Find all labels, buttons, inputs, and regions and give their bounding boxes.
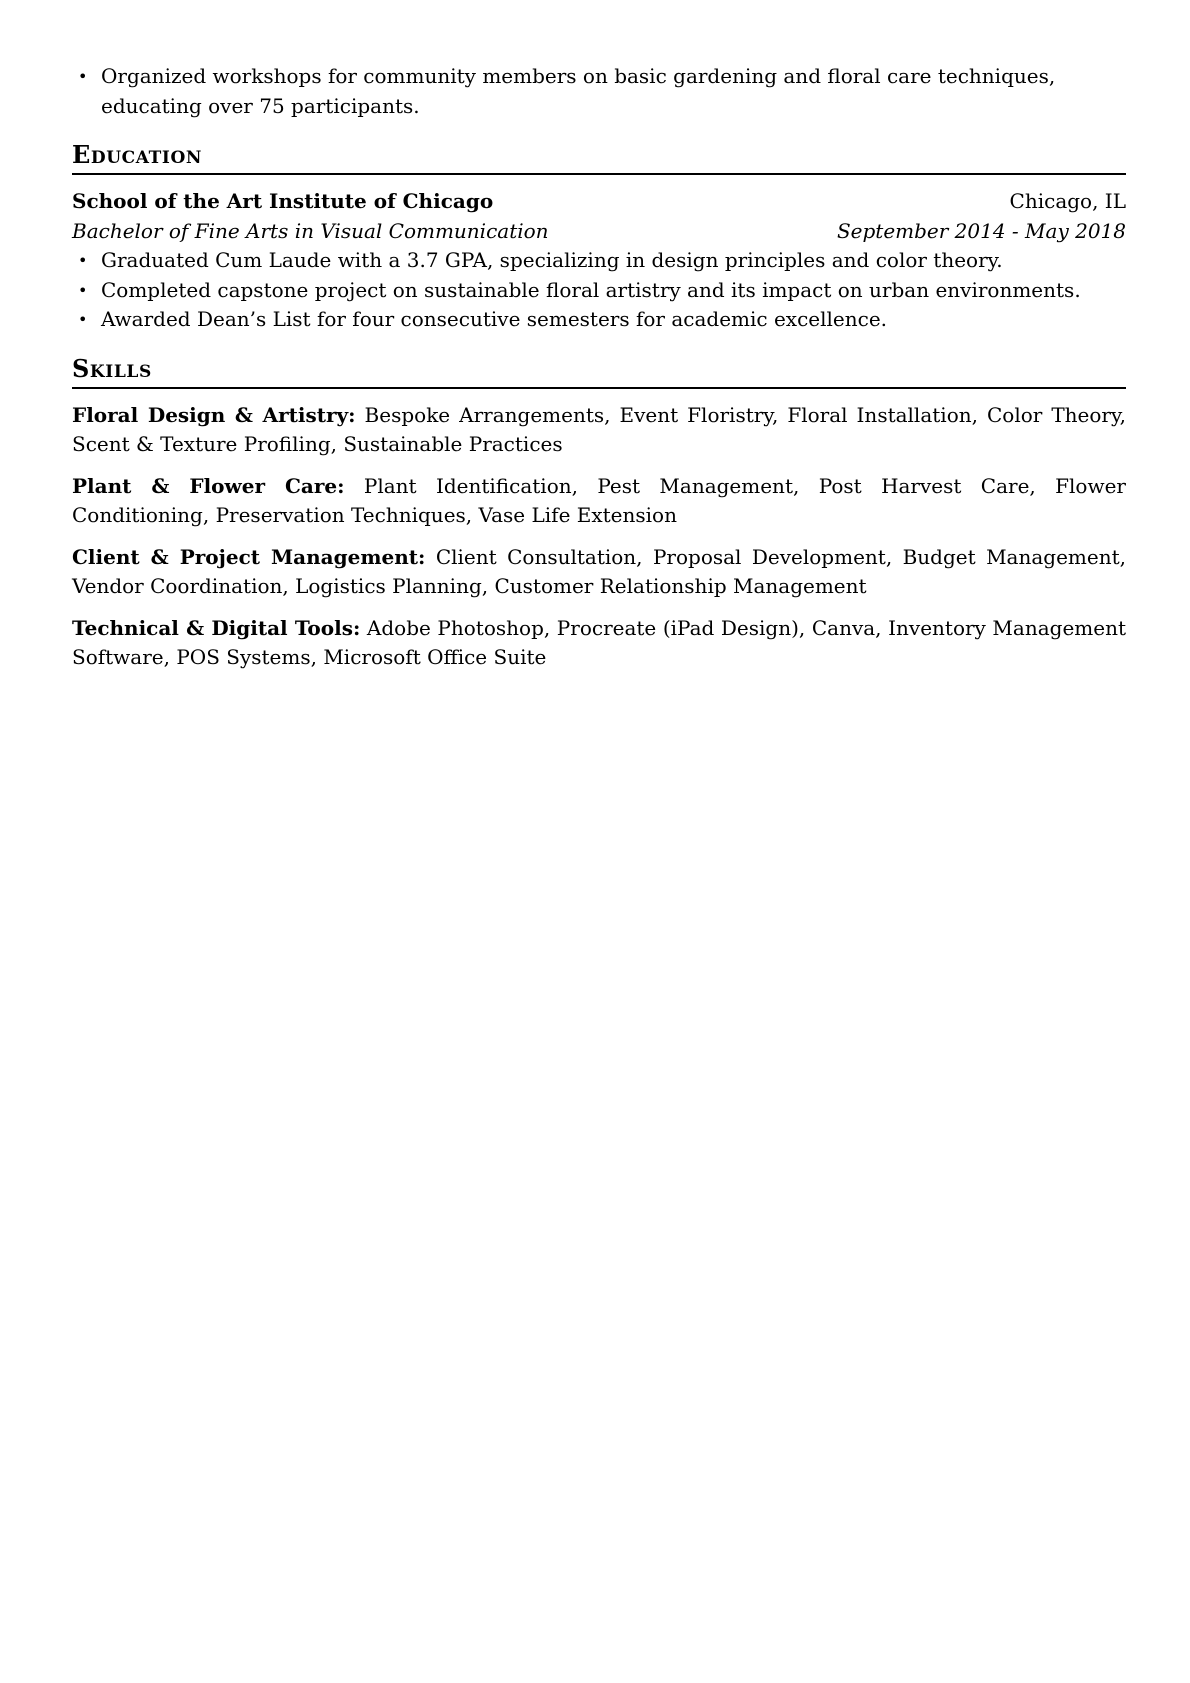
skills-section xyxy=(72,355,1126,673)
bullet-icon: • xyxy=(78,280,88,300)
skill-group xyxy=(72,472,1126,531)
skill-values: Client Consultation, Proposal Development, Budget Management, Vendor Coordination, Logistics Planning, Customer Relationship Management xyxy=(72,544,1126,598)
degree-title: Bachelor of Fine Arts in Visual Communication xyxy=(72,218,549,243)
school-name: School of the Art Institute of Chicago xyxy=(72,189,494,213)
education-bullet xyxy=(72,305,1126,335)
skill-category: Plant & Flower Care: xyxy=(72,473,345,498)
skill-values: Bespoke Arrangements, Event Floristry, Floral Installation, Color Theory, Scent & Texture Profiling, Sustainable Practices xyxy=(72,402,1126,456)
skill-group xyxy=(72,401,1126,460)
skill-group xyxy=(72,614,1126,673)
school-location: Chicago, IL xyxy=(1009,189,1126,213)
experience-bullet-text: Organized workshops for community members on basic gardening and floral care techniques, educating over 75 participants. xyxy=(101,64,1056,118)
experience-bullet xyxy=(72,62,1126,121)
education-bullet-list xyxy=(72,246,1126,335)
skill-category: Client & Project Management: xyxy=(72,544,426,569)
education-bullet-text: Awarded Dean’s List for four consecutive semesters for academic excellence. xyxy=(101,307,888,331)
education-bullet xyxy=(72,276,1126,306)
resume-page xyxy=(72,62,1126,685)
education-degree-row xyxy=(72,217,1126,247)
skills-heading: Skills xyxy=(72,353,152,383)
bullet-icon: • xyxy=(78,251,88,270)
bullet-icon: • xyxy=(78,67,88,86)
experience-bullet-list xyxy=(72,62,1126,121)
skill-category: Floral Design & Artistry: xyxy=(72,402,356,427)
education-bullet-text: Completed capstone project on sustainable floral artistry and its impact on urban environments. xyxy=(101,277,1081,302)
education-school-row xyxy=(72,187,1126,217)
bullet-icon: • xyxy=(78,310,88,329)
education-heading: Education xyxy=(72,140,203,169)
skills-divider xyxy=(72,387,1126,389)
skill-values: Adobe Photoshop, Procreate (iPad Design), Canva, Inventory Management Software, POS Systems, Microsoft Office Suite xyxy=(72,615,1126,669)
degree-dates: September 2014 - May 2018 xyxy=(836,218,1126,243)
education-divider xyxy=(72,173,1126,175)
education-bullet-text: Graduated Cum Laude with a 3.7 GPA, specializing in design principles and color theory. xyxy=(101,248,1003,272)
education-bullet xyxy=(72,246,1126,276)
skill-group xyxy=(72,543,1126,602)
education-section xyxy=(72,141,1126,335)
skill-category: Technical & Digital Tools: xyxy=(72,615,361,640)
skill-values: Plant Identification, Pest Management, Post Harvest Care, Flower Conditioning, Preservation Techniques, Vase Life Extension xyxy=(72,473,1126,527)
